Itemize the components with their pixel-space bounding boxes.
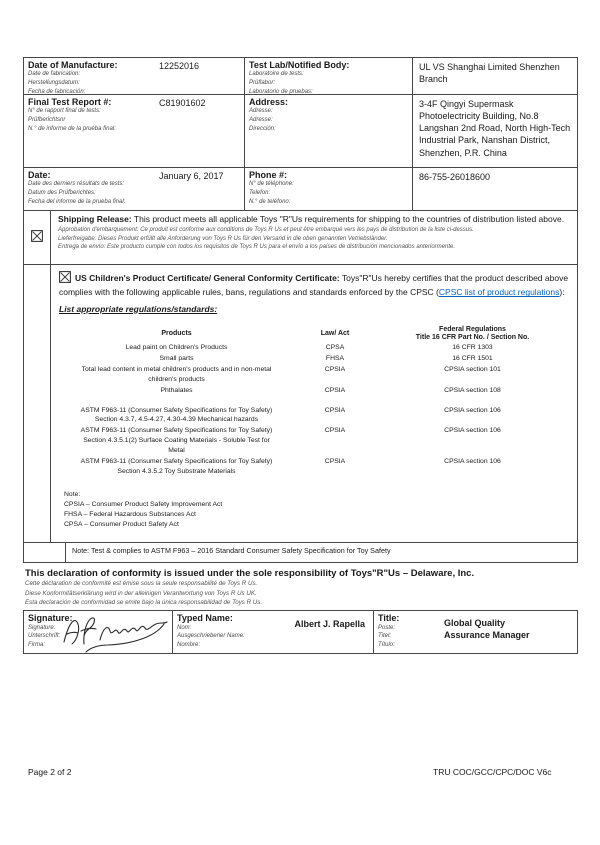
shipping-release-sub-es: Entrega de envío: Este producto cumple con todos los requisitos de Toys R Us para el envío a los países de distribución mencionados anteriormente. (58, 244, 456, 250)
test-lab-sub-fr: Laboratoire de tests: (249, 71, 304, 78)
signature-sub-de: Unterschrift: (28, 633, 61, 640)
title-sub-es: Título: (378, 642, 395, 648)
phone-label: Phone #: (249, 170, 288, 180)
certificate-left-spacer (24, 265, 51, 542)
date-of-manufacture-sub-fr: Date de fabrication: (28, 71, 81, 78)
date-of-manufacture-value: 12252016 (159, 61, 200, 71)
shipping-release-content (51, 211, 577, 264)
product-name: ASTM F963-11 (Consumer Safety Specifications for Toy Safety) (80, 457, 273, 465)
test-note-text: Note: Test & complies to ASTM F963 – 2016 Standard Consumer Safety Specification for Toy Safety (72, 546, 391, 555)
declaration-sub-fr: Cette déclaration de conformité est émise sous la seule responsabilité de Toys R Us. (25, 580, 258, 588)
product-name: ASTM F963-11 (Consumer Safety Specifications for Toy Safety) (80, 427, 273, 435)
shipping-release-checkbox-cell (24, 211, 51, 264)
shipping-release-text: This product meets all applicable Toys "R"Us requirements for shipping to the countries of distribution listed above. (133, 214, 565, 224)
law-act: CPSA (325, 344, 345, 352)
header-law-act: Law/ Act (320, 329, 350, 337)
document-body (23, 57, 578, 654)
law-act: CPSIA (324, 366, 346, 374)
date-of-manufacture-sub-de: Herstellungsdatum: (28, 80, 80, 87)
test-note-spacer (24, 543, 66, 562)
title-sub-fr: Poste: (378, 624, 396, 631)
product-name: Total lead content in metal children's products and in non-metal (81, 366, 272, 374)
address-sub-de: Adresse: (249, 117, 273, 124)
law-act: CPSIA (324, 427, 346, 435)
federal-regulation: 16 CFR 1501 (452, 355, 493, 363)
product-name-line2: children's products (148, 375, 205, 383)
typed-name-sub-fr: Nom: (177, 624, 192, 631)
certificate-checkbox-checked-icon[interactable] (59, 271, 71, 286)
cell-phone-label (245, 168, 413, 210)
header-federal-line2: Title 16 CFR Part No. / Section No. (415, 334, 530, 342)
address-label: Address: (249, 97, 289, 107)
typed-name-cell (173, 611, 374, 653)
declaration-heading: This declaration of conformity is issued under the sole responsibility of Toys"R"Us – Delaware, Inc. (25, 568, 475, 579)
date-label: Date: (28, 170, 51, 180)
cpsc-regulations-link[interactable]: CPSC list of product regulations (438, 287, 560, 298)
federal-regulation: CPSIA section 106 (444, 427, 501, 435)
test-lab-sub-es: Laboratorio de pruebas: (249, 88, 313, 95)
product-name-line2: Section 4.3.5.1(2) Surface Coating Materials - Soluble Test for (83, 437, 270, 445)
test-lab-value: UL VS Shanghai Limited Shenzhen Branch (419, 62, 560, 85)
shipping-release-sub-fr: Approbation d'embarquement: Ce produit est conforme aux conditions de Toys R Us et peut être embarqué vers les pays de distribution de la liste ci-dessus. (58, 227, 474, 234)
row-report-address (23, 95, 578, 168)
law-act: CPSIA (324, 406, 346, 414)
date-sub-es: Fecha del informe de la prueba final: (28, 198, 126, 205)
header-federal-regulations (376, 326, 569, 343)
note-fhsa: FHSA – Federal Hazardous Substances Act (64, 510, 196, 518)
address-value: 3-4F Qingyi Supermask Photoelectricity Building, No.8 Langshan 2nd Road, North High-Tech Industrial Park, Nanshan District, Shenzhen, P.R. China (419, 99, 571, 158)
phone-sub-fr: N° de téléphone: (249, 181, 294, 188)
phone-sub-es: N.° de teléfono: (249, 198, 291, 205)
row-shipping-release (23, 211, 578, 265)
signature-image (60, 604, 180, 660)
date-of-manufacture-label: Date of Manufacture: (28, 60, 118, 70)
table-row (59, 365, 569, 385)
header-products: Products (161, 329, 192, 337)
declaration-sub-es: Esta declaración de conformidad se emite bajo la única responsabilidad de Toys R Us. (25, 598, 263, 606)
table-row (59, 426, 569, 456)
acronym-notes (59, 490, 569, 531)
date-sub-fr: Date des derniers résultats de tests: (28, 181, 125, 188)
product-name: Phthalates (160, 386, 193, 394)
signature-sub-fr: Signature: (28, 624, 56, 631)
shipping-release-sub-de: Lieferfreigabe: Dieses Produkt erfüllt alle Anforderung von Toys R Us für den Versand in die oben genannten Vetriebsländer. (58, 235, 388, 242)
product-name-line2: Section 4.3.7, 4.5-4.27, 4.30-4.39 Mechanical hazards (94, 416, 259, 424)
regulations-header-row (59, 326, 569, 343)
note-cpsia: CPSIA – Consumer Product Safety Improvement Act (64, 500, 223, 508)
federal-regulation: CPSIA section 106 (444, 457, 501, 465)
certificate-label: US Children's Product Certificate/ General Conformity Certificate: (75, 273, 340, 283)
cell-test-lab-label (245, 58, 413, 94)
final-test-report-sub-de: Prüfberichtsnr (28, 117, 66, 124)
date-sub-de: Datum des Prüfberichtes: (28, 190, 96, 197)
table-row (59, 457, 569, 477)
certificate-content (51, 265, 577, 542)
signature-label: Signature: (28, 613, 73, 624)
date-value: January 6, 2017 (159, 171, 224, 181)
row-date-phone (23, 168, 578, 211)
table-row (59, 343, 569, 353)
address-sub-es: Dirección: (249, 125, 276, 132)
phone-sub-de: Telefon: (249, 190, 271, 197)
law-act: FHSA (325, 355, 345, 363)
note-cpsa: CPSA – Consumer Product Safety Act (64, 521, 179, 529)
page-number: Page 2 of 2 (28, 767, 72, 777)
title-label: Title: (378, 613, 400, 624)
test-lab-sub-de: Prüflabor: (249, 80, 276, 87)
test-lab-label: Test Lab/Notified Body: (249, 60, 350, 70)
note-title: Note: (64, 490, 81, 498)
typed-name-sub-de: Ausgeschriebener Name: (177, 633, 245, 640)
row-certificate (23, 265, 578, 543)
law-act: CPSIA (324, 457, 346, 465)
product-name: Small parts (159, 355, 194, 363)
declaration-sub-de: Diese Konformitätserklärung wird in der alleinigen Verantwortung von Toys R Us UK. (25, 589, 257, 597)
signature-table (23, 610, 578, 654)
title-sub-de: Titel: (378, 633, 391, 640)
federal-regulation: CPSIA section 106 (444, 406, 501, 414)
federal-regulation: 16 CFR 1303 (452, 344, 493, 352)
title-value-line1: Global Quality (444, 618, 506, 629)
federal-regulation: CPSIA section 108 (444, 386, 501, 394)
final-test-report-label: Final Test Report #: (28, 97, 112, 107)
cell-final-test-report (24, 95, 245, 167)
law-act: CPSIA (324, 386, 346, 394)
title-value (444, 618, 530, 651)
title-cell (374, 611, 577, 653)
typed-name-label: Typed Name: (177, 613, 233, 624)
address-sub-fr: Adresse: (249, 108, 273, 115)
header-federal-line1: Federal Regulations (439, 325, 506, 333)
declaration-section (23, 568, 578, 607)
federal-regulation: CPSIA section 101 (444, 366, 501, 374)
shipping-release-label: Shipping Release: (58, 214, 132, 224)
certificate-text: Toys"R"Us hereby certifies that the product described above complies with the following applicable rules, bans, regulations and standards enforced by the CPSC ( (59, 273, 569, 298)
certificate-text-after: ): (559, 287, 565, 298)
list-regulations-heading: List appropriate regulations/standards: (59, 303, 218, 314)
product-name-line2: Section 4.3.5.2 Toy Substrate Materials (117, 467, 236, 475)
cell-date-of-manufacture (24, 58, 245, 94)
document-code: TRU COC/GCC/CPC/DOC V6c (433, 767, 552, 777)
product-name: Lead paint on Children's Products (125, 344, 228, 352)
table-row (59, 406, 569, 426)
product-name-line3: Metal (168, 447, 185, 454)
final-test-report-sub-es: N.° de informe de la prueba final: (28, 125, 116, 132)
title-value-line2: Assurance Manager (444, 629, 530, 640)
cell-date (24, 168, 245, 210)
row-manufacture-lab (23, 57, 578, 95)
regulations-table (59, 326, 569, 531)
phone-value: 86-755-26018600 (419, 172, 491, 182)
row-test-note (23, 543, 578, 563)
product-name: ASTM F963-11 (Consumer Safety Specifications for Toy Safety) (80, 406, 273, 414)
shipping-release-checkbox-checked-icon[interactable] (31, 229, 43, 247)
final-test-report-value: C81901602 (159, 98, 206, 108)
cell-address-label (245, 95, 413, 167)
table-row (59, 354, 569, 364)
signature-cell (24, 611, 173, 653)
date-of-manufacture-sub-es: Fecha de fabricación: (28, 88, 86, 95)
typed-name-sub-es: Nombre: (177, 642, 201, 648)
table-row (59, 386, 569, 396)
typed-name-value: Albert J. Rapella (294, 619, 365, 630)
final-test-report-sub-fr: N° de rapport final de tests: (28, 108, 101, 115)
signature-sub-es: Firma: (28, 642, 45, 648)
